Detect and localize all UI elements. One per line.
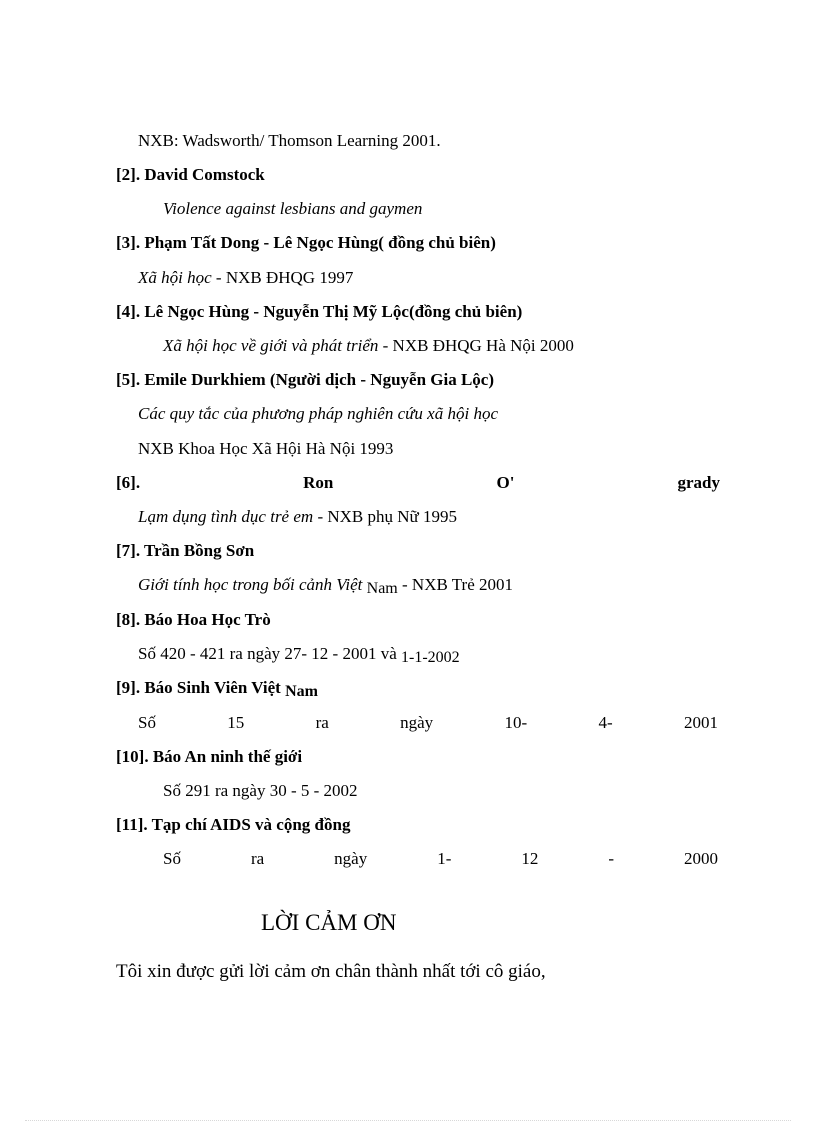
ref6-author-first: Ron — [303, 473, 334, 492]
ref3-detail — [138, 268, 353, 288]
ref9-part: Số — [138, 713, 156, 732]
ref9-heading-line — [116, 678, 318, 699]
ref5-publisher: NXB Khoa Học Xã Hội Hà Nội 1993 — [138, 439, 394, 458]
ref3-heading: [3]. Phạm Tất Dong - Lê Ngọc Hùng( đồng chủ biên) — [116, 233, 496, 252]
ref11-detail — [163, 849, 718, 869]
ref6-detail — [138, 507, 457, 527]
ref7-publisher: - NXB Trẻ 2001 — [397, 575, 513, 594]
ref7-detail — [138, 575, 513, 596]
ref4-detail — [163, 336, 574, 356]
ref3-publisher: - NXB ĐHQG 1997 — [211, 268, 354, 287]
ref6-publisher: - NXB phụ Nữ 1995 — [313, 507, 457, 526]
ref11-part: Số — [163, 849, 181, 868]
ref1-publisher: NXB: Wadsworth/ Thomson Learning 2001. — [138, 131, 441, 150]
ref6-number: [6]. — [116, 473, 141, 492]
ref7-title-end: Nam — [366, 580, 398, 597]
ref9-detail — [138, 713, 718, 733]
ref8-detail-line — [138, 644, 460, 665]
ref9-part: 10- — [504, 713, 528, 732]
ref2-title: Violence against lesbians and gaymen — [163, 199, 423, 218]
ref6-title: Lạm dụng tình dục trẻ em — [138, 507, 314, 526]
ref11-heading: [11]. Tạp chí AIDS và cộng đồng — [116, 815, 351, 834]
ref11-part: 12 — [521, 849, 539, 868]
ref4-publisher: - NXB ĐHQG Hà Nội 2000 — [378, 336, 574, 355]
acknowledgement-title: LỜI CẢM ƠN — [261, 910, 397, 935]
ref6-author-prefix: O' — [496, 473, 515, 492]
ref6-heading — [116, 473, 720, 493]
ref8-detail: Số 420 - 421 ra ngày 27- 12 - 2001 và — [138, 644, 401, 663]
ref11-part: ra — [250, 849, 265, 868]
ref8-heading: [8]. Báo Hoa Học Trò — [116, 610, 271, 629]
ref5-title: Các quy tắc của phương pháp nghiên cứu xã hội học — [138, 404, 498, 423]
ref9-part: ra — [315, 713, 329, 732]
ref8-detail-end: 1-1-2002 — [401, 649, 460, 666]
ref9-heading: [9]. Báo Sinh Viên Việt — [116, 678, 286, 697]
ref11-part: 1- — [437, 849, 452, 868]
ref9-heading-end: Nam — [285, 683, 318, 700]
ref6-author-last: grady — [677, 473, 720, 492]
ref9-part: ngày — [400, 713, 434, 732]
ref9-part: 4- — [598, 713, 613, 732]
ref10-detail: Số 291 ra ngày 30 - 5 - 2002 — [163, 781, 358, 800]
ref7-heading: [7]. Trần Bồng Sơn — [116, 541, 255, 560]
page-bottom-divider — [25, 1120, 791, 1121]
ref11-part: ngày — [334, 849, 368, 868]
ref3-title: Xã hội học — [138, 268, 212, 287]
ref2-heading: [2]. David Comstock — [116, 165, 265, 184]
ref9-part: 2001 — [683, 713, 718, 732]
ref9-part: 15 — [227, 713, 245, 732]
ref10-heading: [10]. Báo An ninh thế giới — [116, 747, 303, 766]
ref11-part: 2000 — [683, 849, 718, 868]
ref11-part: - — [608, 849, 614, 868]
ref4-heading: [4]. Lê Ngọc Hùng - Nguyễn Thị Mỹ Lộc(đồng chủ biên) — [116, 302, 523, 321]
ref7-title: Giới tính học trong bối cảnh Việt — [138, 575, 367, 594]
acknowledgement-text: Tôi xin được gửi lời cảm ơn chân thành nhất tới cô giáo, — [116, 961, 546, 982]
ref5-heading: [5]. Emile Durkhiem (Người dịch - Nguyễn Gia Lộc) — [116, 370, 495, 389]
ref4-title: Xã hội học về giới và phát triển — [163, 336, 379, 355]
